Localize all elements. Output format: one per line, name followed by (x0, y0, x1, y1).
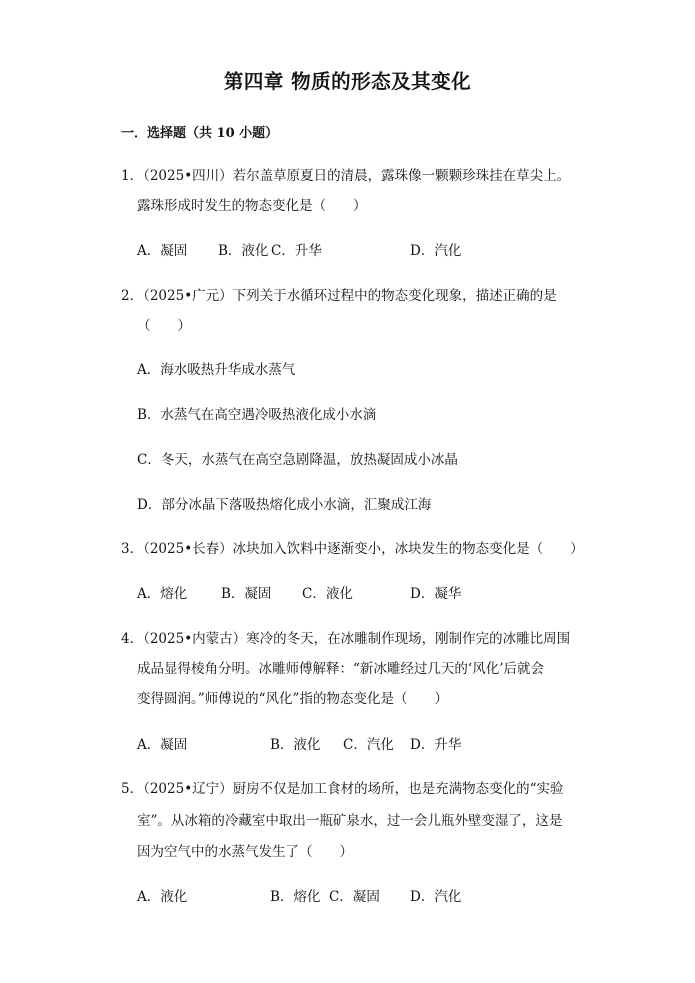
question-4-option-c: C．汽化 (343, 737, 394, 753)
section-heading: 一．选择题（共 10 小题） (121, 126, 279, 141)
question-5-line-3: 因为空气中的水蒸气发生了（ ） (137, 844, 353, 860)
question-3-option-c: C．液化 (302, 586, 353, 602)
question-2-option-d: D．部分冰晶下落吸热熔化成小水滴，汇聚成江海 (137, 497, 432, 513)
question-3-option-b: B．凝固 (221, 586, 272, 602)
question-5-line-2: 室”。从冰箱的冷藏室中取出一瓶矿泉水，过一会儿瓶外壁变湿了，这是 (137, 813, 563, 829)
question-2-option-b: B．水蒸气在高空遇冷吸热液化成小水滴 (137, 407, 377, 423)
question-4-option-d: D．升华 (410, 737, 462, 753)
question-3-line-1: 3．（2025•长春）冰块加入饮料中逐渐变小，冰块发生的物态变化是（ ） (121, 541, 584, 557)
question-3-option-a: A．熔化 (137, 586, 188, 602)
question-2-option-a: A．海水吸热升华成水蒸气 (137, 362, 296, 378)
question-1-option-d: D．汽化 (410, 243, 462, 259)
question-4-line-3: 变得圆润。”师傅说的“风化”指的物态变化是（ ） (137, 691, 448, 707)
question-4-line-1: 4．（2025•内蒙古）寒冷的冬天，在冰雕制作现场，刚制作完的冰雕比周围 (121, 631, 571, 647)
question-1-line-1: 1．（2025•四川）若尔盖草原夏日的清晨，露珠像一颗颗珍珠挂在草尖上。 (121, 168, 571, 184)
question-1-option-b: B．液化 (218, 243, 269, 259)
page-title: 第四章 物质的形态及其变化 (223, 70, 472, 93)
question-3-option-d: D．凝华 (410, 586, 462, 602)
question-4-option-a: A．凝固 (137, 737, 188, 753)
question-1-option-c: C．升华 (271, 243, 322, 259)
question-2-option-c: C．冬天，水蒸气在高空急剧降温，放热凝固成小冰晶 (137, 452, 458, 468)
question-1-line-2: 露珠形成时发生的物态变化是（ ） (137, 198, 367, 214)
question-4-line-2: 成品显得棱角分明。冰雕师傅解释：“新冰雕经过几天的‘风化’后就会 (137, 661, 544, 677)
question-5-line-1: 5．（2025•辽宁）厨房不仅是加工食材的场所，也是充满物态变化的“实验 (121, 781, 564, 797)
question-5-option-c: C．凝固 (329, 889, 380, 905)
question-2-line-1: 2．（2025•广元）下列关于水循环过程中的物态变化现象，描述正确的是 (121, 288, 557, 304)
question-5-option-b: B．熔化 (270, 889, 321, 905)
question-5-option-d: D．汽化 (410, 889, 462, 905)
question-2-line-2: （ ） (137, 318, 191, 334)
question-1-option-a: A．凝固 (137, 243, 188, 259)
question-5-option-a: A．液化 (137, 889, 188, 905)
question-4-option-b: B．液化 (270, 737, 321, 753)
